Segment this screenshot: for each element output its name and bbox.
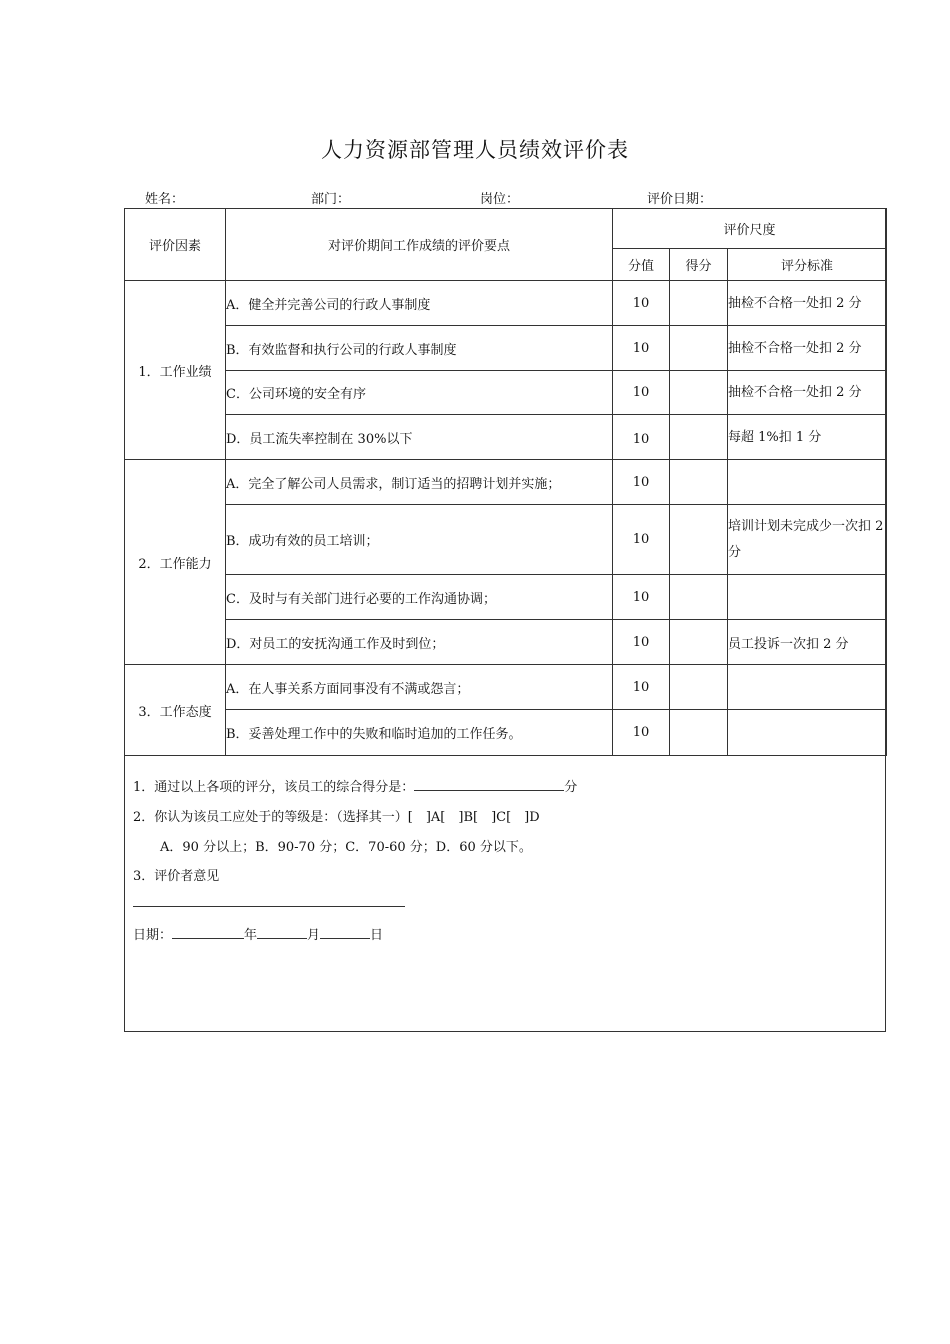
score-value-cell: 10 xyxy=(613,710,670,756)
score-input-cell[interactable] xyxy=(670,665,728,710)
point-cell: B．妥善处理工作中的失败和临时追加的工作任务。 xyxy=(226,710,613,756)
score-input-cell[interactable] xyxy=(670,575,728,620)
score-value-cell: 10 xyxy=(613,460,670,505)
header-scale: 评价尺度 xyxy=(613,209,887,249)
grade-scale-line: A．90 分以上；B．90-70 分；C．70-60 分；D．60 分以下。 xyxy=(160,840,532,855)
score-input-cell[interactable] xyxy=(670,505,728,575)
point-cell: D．对员工的安抚沟通工作及时到位； xyxy=(226,620,613,665)
position-label: 岗位： xyxy=(480,192,520,207)
year-label: 年 xyxy=(244,928,258,943)
header-factor: 评价因素 xyxy=(125,209,226,281)
point-cell: C．公司环境的安全有序 xyxy=(226,371,613,415)
score-value-cell: 10 xyxy=(613,371,670,415)
evaluator-opinion-label: 3．评价者意见 xyxy=(133,869,220,884)
score-input-cell[interactable] xyxy=(670,326,728,371)
score-value-cell: 10 xyxy=(613,281,670,326)
standard-cell: 员工投诉一次扣 2 分 xyxy=(728,620,887,665)
standard-cell: 抽检不合格一处扣 2 分 xyxy=(728,281,887,326)
point-cell: C．及时与有关部门进行必要的工作沟通协调； xyxy=(226,575,613,620)
point-cell: B．成功有效的员工培训； xyxy=(226,505,613,575)
overall-score-suffix: 分 xyxy=(564,780,578,795)
grade-choice-line: 2．你认为该员工应处于的等级是：（选择其一）[ ]A[ ]B[ ]C[ ]D xyxy=(133,810,540,825)
score-input-cell[interactable] xyxy=(670,281,728,326)
standard-cell xyxy=(728,460,887,505)
score-input-cell[interactable] xyxy=(670,620,728,665)
standard-cell: 抽检不合格一处扣 2 分 xyxy=(728,326,887,371)
header-score-value: 分值 xyxy=(613,249,670,281)
point-cell: A．健全并完善公司的行政人事制度 xyxy=(226,281,613,326)
header-points: 对评价期间工作成绩的评价要点 xyxy=(226,209,613,281)
score-value-cell: 10 xyxy=(613,665,670,710)
score-value-cell: 10 xyxy=(613,326,670,371)
standard-cell xyxy=(728,575,887,620)
date-label: 日期： xyxy=(133,928,173,943)
header-score-got: 得分 xyxy=(670,249,728,281)
standard-cell xyxy=(728,665,887,710)
year-blank[interactable] xyxy=(172,924,244,939)
evaluator-opinion-blank[interactable] xyxy=(133,906,405,907)
month-label: 月 xyxy=(307,928,321,943)
department-label: 部门： xyxy=(311,192,351,207)
point-cell: A．在人事关系方面同事没有不满或怨言； xyxy=(226,665,613,710)
month-blank[interactable] xyxy=(257,924,307,939)
day-label: 日 xyxy=(370,928,384,943)
evaluation-date-label: 评价日期： xyxy=(647,192,713,207)
header-standard: 评分标准 xyxy=(728,249,887,281)
date-line xyxy=(133,924,383,943)
page-title: 人力资源部管理人员绩效评价表 xyxy=(321,138,629,162)
score-input-cell[interactable] xyxy=(670,371,728,415)
score-value-cell: 10 xyxy=(613,505,670,575)
factor-attitude: 3．工作态度 xyxy=(125,665,226,756)
day-blank[interactable] xyxy=(320,924,370,939)
score-input-cell[interactable] xyxy=(670,460,728,505)
point-cell: A．完全了解公司人员需求，制订适当的招聘计划并实施； xyxy=(226,460,613,505)
point-cell: D．员工流失率控制在 30%以下 xyxy=(226,415,613,460)
standard-cell xyxy=(728,710,887,756)
standard-cell: 抽检不合格一处扣 2 分 xyxy=(728,371,887,415)
point-cell: B．有效监督和执行公司的行政人事制度 xyxy=(226,326,613,371)
score-value-cell: 10 xyxy=(613,575,670,620)
score-input-cell[interactable] xyxy=(670,710,728,756)
overall-score-blank[interactable] xyxy=(414,776,564,791)
factor-ability: 2．工作能力 xyxy=(125,460,226,665)
overall-score-prefix: 1．通过以上各项的评分，该员工的综合得分是： xyxy=(133,780,415,795)
score-value-cell: 10 xyxy=(613,415,670,460)
score-input-cell[interactable] xyxy=(670,415,728,460)
overall-score-line xyxy=(133,776,577,795)
standard-cell: 培训计划未完成少一次扣 2 分 xyxy=(728,505,887,575)
score-value-cell: 10 xyxy=(613,620,670,665)
name-label: 姓名： xyxy=(145,192,185,207)
factor-performance: 1．工作业绩 xyxy=(125,281,226,460)
evaluation-table xyxy=(124,208,887,756)
standard-cell: 每超 1%扣 1 分 xyxy=(728,415,887,460)
